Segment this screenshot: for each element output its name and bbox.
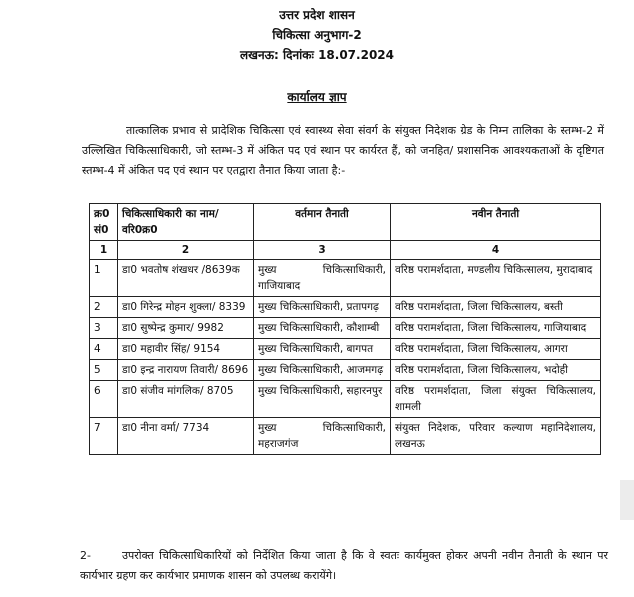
table-row (90, 360, 601, 381)
scan-smudge (620, 480, 634, 520)
table-row (90, 381, 601, 418)
intro-paragraph (82, 121, 604, 181)
serial-cell: 5 (90, 360, 118, 381)
office-order-title: कार्यालय ज्ञाप (287, 90, 347, 104)
header-current-posting: वर्तमान तैनाती (254, 204, 391, 241)
serial-cell: 4 (90, 339, 118, 360)
officer-name-cell: डा0 नीना वर्मा/ 7734 (118, 418, 254, 455)
paragraph-2 (80, 546, 608, 586)
intro-text: तात्कालिक प्रभाव से प्रादेशिक चिकित्सा एवं स्वास्थ्य सेवा संवर्ग के संयुक्त निदेशक ग्रेड के निम्न तालिका के स्तम्भ-2 में उल्लिखित चिकित्साधिकारी, जो स्तम्भ-3 में अंकित पद एवं स्थान पर कार्यरत हैं, को जनहित/ प्रशासनिक आवश्यकताओं के दृष्टिगत स्तम्भ-4 में अंकित पद एवं स्थान पर एतद्वारा तैनात किया जाता है:- (82, 124, 604, 177)
officer-name-cell: डा0 इन्द्र नारायण तिवारी/ 8696 (118, 360, 254, 381)
current-posting-cell: मुख्य चिकित्साधिकारी, कौशाम्बी (254, 318, 391, 339)
new-posting-cell: वरिष्ठ परामर्शदाता, मण्डलीय चिकित्सालय, मुरादाबाद (391, 260, 601, 297)
new-posting-cell: संयुक्त निदेशक, परिवार कल्याण महानिदेशालय, लखनऊ (391, 418, 601, 455)
serial-cell: 7 (90, 418, 118, 455)
table-header-row (90, 204, 601, 241)
column-number: 3 (254, 241, 391, 260)
table-row (90, 260, 601, 297)
table-row (90, 318, 601, 339)
officer-name-cell: डा0 महावीर सिंह/ 9154 (118, 339, 254, 360)
current-posting-cell: मुख्य चिकित्साधिकारी, आजमगढ़ (254, 360, 391, 381)
table-row (90, 339, 601, 360)
new-posting-cell: वरिष्ठ परामर्शदाता, जिला चिकित्सालय, बस्ती (391, 297, 601, 318)
header-new-posting: नवीन तैनाती (391, 204, 601, 241)
column-number-row (90, 241, 601, 260)
current-posting-cell: मुख्य चिकित्साधिकारी, बागपत (254, 339, 391, 360)
paragraph-2-text: उपरोक्त चिकित्साधिकारियों को निर्देशित किया जाता है कि वे स्वतः कार्यमुक्त होकर अपनी नवीन तैनाती के स्थान पर कार्यभार ग्रहण कर कार्यभार प्रमाणक शासन को उपलब्ध करायेंगे। (80, 549, 608, 582)
current-posting-cell: मुख्य चिकित्साधिकारी, गाजियाबाद (254, 260, 391, 297)
paragraph-2-number: 2- (80, 549, 91, 562)
header-officer-name: चिकित्साधिकारी का नाम/ वरि0क्र0 (118, 204, 254, 241)
serial-cell: 3 (90, 318, 118, 339)
new-posting-cell: वरिष्ठ परामर्शदाता, जिला चिकित्सालय, गाजियाबाद (391, 318, 601, 339)
serial-cell: 2 (90, 297, 118, 318)
current-posting-cell: मुख्य चिकित्साधिकारी, प्रतापगढ़ (254, 297, 391, 318)
new-posting-cell: वरिष्ठ परामर्शदाता, जिला चिकित्सालय, आगरा (391, 339, 601, 360)
new-posting-cell: वरिष्ठ परामर्शदाता, जिला संयुक्त चिकित्सालय, शामली (391, 381, 601, 418)
header-section: चिकित्सा अनुभाग-2 (272, 28, 362, 42)
column-number: 4 (391, 241, 601, 260)
officer-name-cell: डा0 सुष्पेन्द्र कुमार/ 9982 (118, 318, 254, 339)
header-place-date: लखनऊ: दिनांकः 18.07.2024 (240, 48, 394, 62)
current-posting-cell: मुख्य चिकित्साधिकारी, सहारनपुर (254, 381, 391, 418)
posting-table (89, 203, 601, 455)
serial-cell: 1 (90, 260, 118, 297)
column-number: 1 (90, 241, 118, 260)
officer-name-cell: डा0 संजीव मांगलिक/ 8705 (118, 381, 254, 418)
officer-name-cell: डा0 गिरेन्द्र मोहन शुक्ला/ 8339 (118, 297, 254, 318)
table-row (90, 297, 601, 318)
header-serial: क्र0 सं0 (90, 204, 118, 241)
column-number: 2 (118, 241, 254, 260)
header-government: उत्तर प्रदेश शासन (279, 8, 355, 22)
serial-cell: 6 (90, 381, 118, 418)
current-posting-cell: मुख्य चिकित्साधिकारी, महराजगंज (254, 418, 391, 455)
new-posting-cell: वरिष्ठ परामर्शदाता, जिला चिकित्सालय, भदोही (391, 360, 601, 381)
officer-name-cell: डा0 भवतोष शंखधर /8639क (118, 260, 254, 297)
table-row (90, 418, 601, 455)
